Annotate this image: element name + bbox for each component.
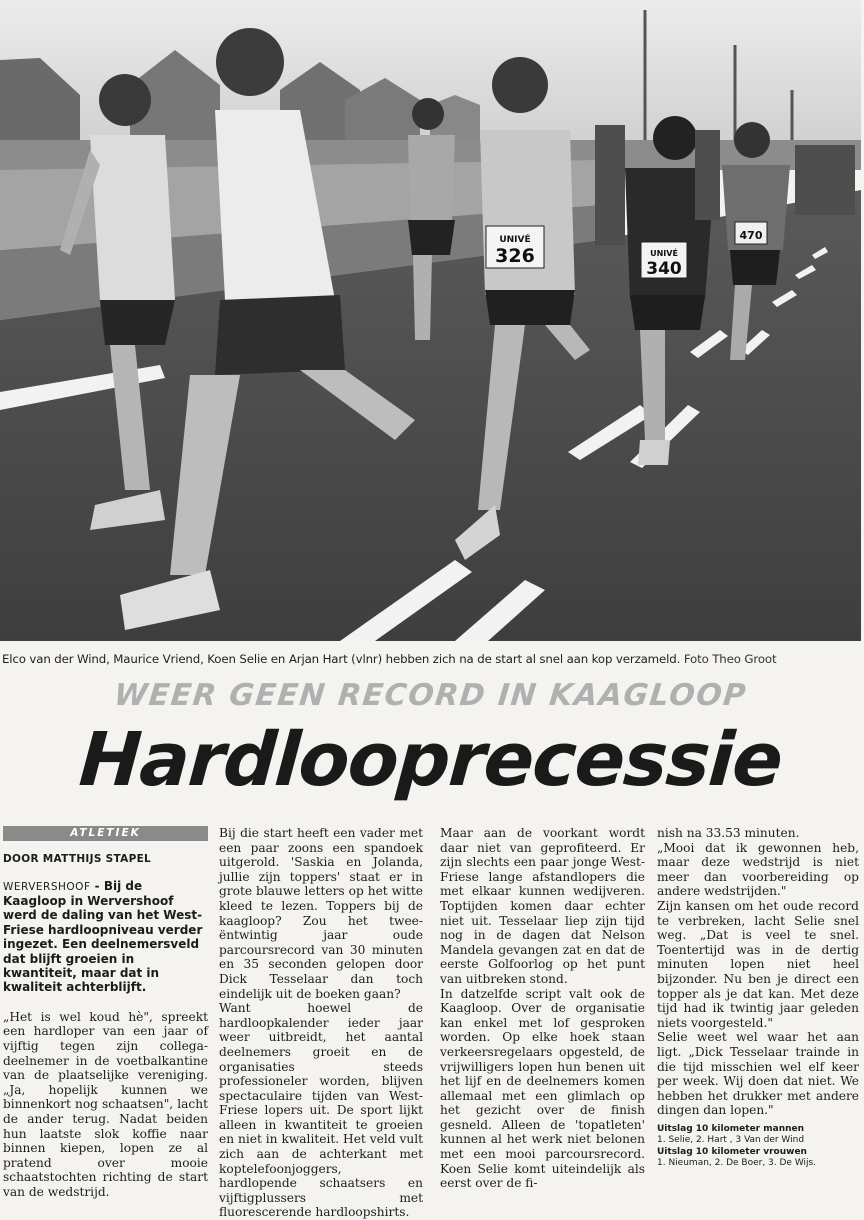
section-label: ATLETIEK: [3, 826, 208, 841]
bib-number: 470: [739, 229, 763, 242]
results-box: [657, 1124, 859, 1170]
paragraph: Want hoewel de hardloopkalender ieder jaar weer uitbreidt, het aantal deelnemers groeit en de organisaties steeds professioneler worden, blijven spectaculaire tijden van West-Friese lopers uit. De sport lijkt alleen in kwantiteit te groeien en niet in kwaliteit. Het veld vult zich aan de achterkant met koptelefoonjoggers, hardlopende schaatsers en vijftigplussers met fluorescerende hardloopshirts.: [219, 1001, 423, 1220]
paragraph: nish na 33.53 minuten.: [657, 826, 800, 840]
main-headline: Hardlooprecessie: [76, 717, 785, 803]
paragraph: „Mooi dat ik gewonnen heb, maar deze wedstrijd is niet meer dan voorbereiding op andere wedstrijden.": [657, 840, 859, 899]
bib-brand: UNIVÉ: [650, 249, 678, 258]
paragraph: Maar aan de voorkant wordt daar niet van geprofiteerd. Er zijn slechts een paar jonge West-Friese lange afstandlopers die met elkaar kunnen wedijveren. Toptijden komen daar echter niet uit. Tesselaar liep zijn tijd nog in de dagen dat Nelson Mandela gevangen zat en dat de eerste Golfoorlog op het punt van uitbreken stond.: [440, 826, 645, 986]
results-women: 1. Nieuman, 2. De Boer, 3. De Wijs.: [657, 1158, 817, 1169]
dateline: WERVERSHOOF: [3, 880, 91, 893]
paragraph: Bij die start heeft een vader met een paar zoons een spandoek uitgerold. 'Saskia en Jolanda, jullie zijn toppers' staat er in grote blauwe letters op het witte kleed te lezen. Toppers bij de kaagloop? Zou het tweeëntwintig jaar oude parcoursrecord van 30 minuten en 35 seconden gelopen door Dick Tesselaar dan toch eindelijk uit de boeken gaan?: [219, 826, 423, 1001]
paragraph: In datzelfde script valt ook de Kaagloop. Over de organisatie kan enkel met lof gesproken worden. Op elke hoek staan verkeersregelaars opgesteld, de vrijwilligers lopen hun benen uit het lijf en de deelnemers komen allemaal met een glimlach op het gezicht over de finish gesneld. Alleen de 'topatleten' kunnen al het werk niet belonen met een mooi parcoursrecord. Koen Selie komt uiteindelijk als eerst over de fi-: [440, 986, 645, 1191]
photo-caption: [2, 652, 860, 666]
lead-paragraph: [3, 879, 208, 995]
kicker-headline: WEER GEEN RECORD IN KAAGLOOP: [112, 678, 749, 713]
lead-text: - Bij de Kaagloop in Wervershoof werd de daling van het West-Friese hardloopniveau verder ingezet. Een deelnemersveld dat blijft groeien in kwantiteit, maar dat in kwaliteit achterblijft.: [3, 878, 203, 995]
photo-credit: Foto Theo Groot: [683, 652, 777, 666]
column-4: [657, 826, 859, 1170]
caption-text: Elco van der Wind, Maurice Vriend, Koen Selie en Arjan Hart (vlnr) hebben zich na de start al snel aan kop verzameld.: [2, 652, 681, 666]
results-women-heading: Uitslag 10 kilometer vrouwen: [657, 1146, 807, 1157]
column-1: [3, 826, 208, 1200]
paragraph: Zijn kansen om het oude record te verbreken, lacht Selie snel weg. „Dat is veel te snel. Toentertijd was in de dertig minuten lopen niet heel bijzonder. Nu ben je direct een topper als je dat kan. Met deze tijd had ik twintig jaar geleden niets voorgesteld.": [657, 898, 859, 1030]
column-3: [440, 826, 645, 1191]
bib-number: 326: [495, 245, 535, 267]
paragraph: „Het is wel koud hè", spreekt een hardloper van een jaar of vijftig tegen zijn collega-deelnemer in de voetbalkantine van de plaatselijke vereniging. „Ja, hopelijk kunnen we binnenkort nog schaatsen", lacht de ander terug. Nadat beiden hun laatste slok koffie naar binnen kiepen, lopen ze al pratend over mooie schaatstochten richting de start van de wedstrijd.: [3, 1009, 208, 1199]
column-2: [219, 826, 423, 1220]
results-men: 1. Selie, 2. Hart , 3 Van der Wind: [657, 1135, 805, 1146]
byline: DOOR MATTHIJS STAPEL: [3, 853, 152, 865]
bib-brand: UNIVÉ: [499, 235, 531, 245]
results-men-heading: Uitslag 10 kilometer mannen: [657, 1123, 805, 1134]
bib-number: 340: [646, 259, 682, 279]
paragraph: Selie weet wel waar het aan ligt. „Dick Tesselaar trainde in die tijd misschien wel elf keer per week. Wij doen dat niet. We hebben het drukker met andere dingen dan lopen.": [657, 1030, 859, 1118]
